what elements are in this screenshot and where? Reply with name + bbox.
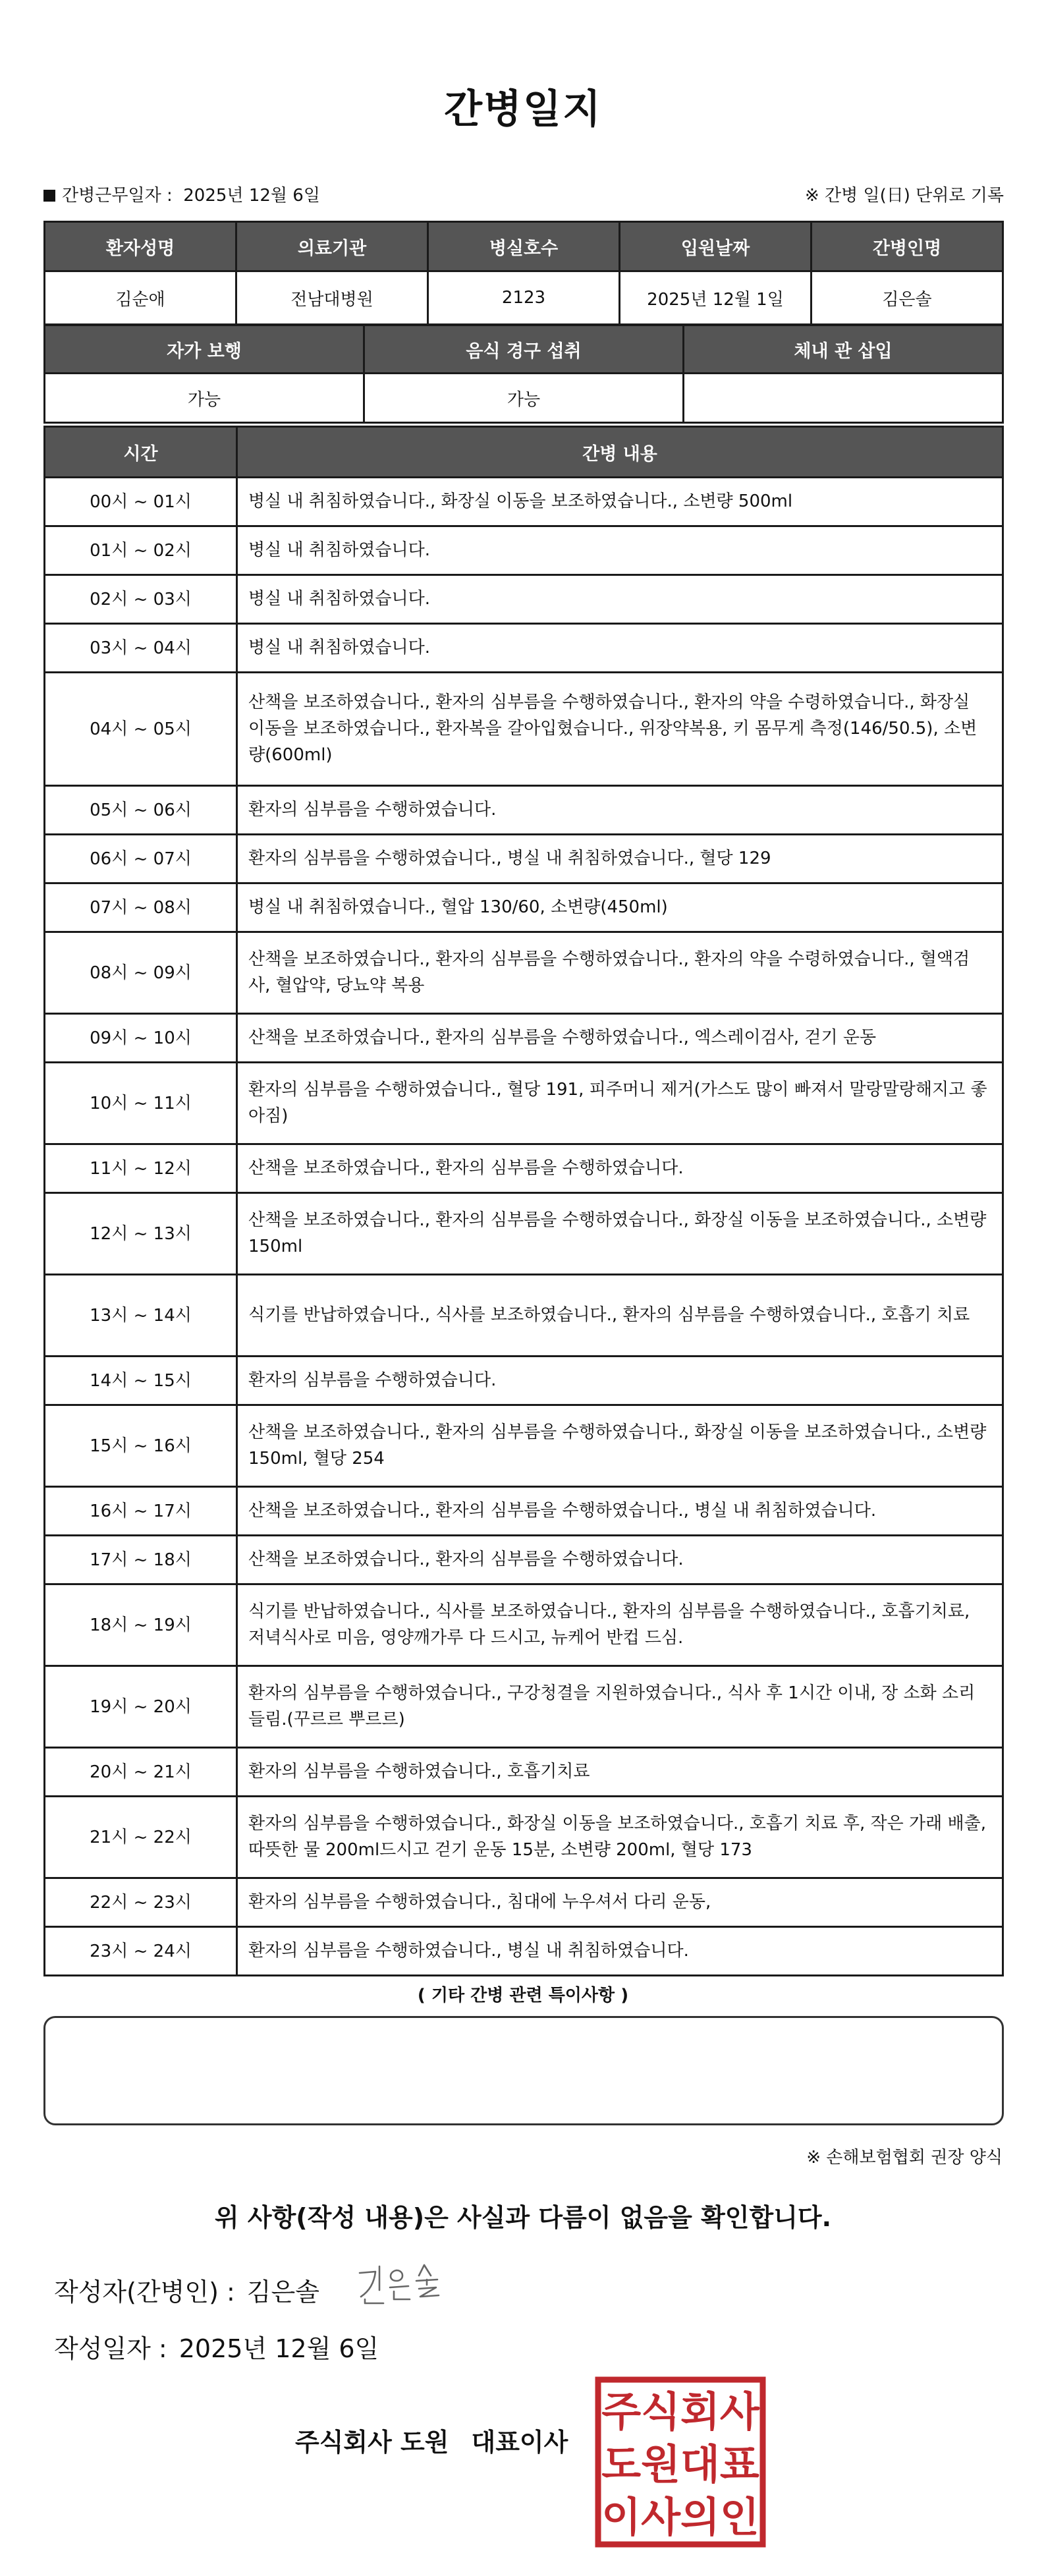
header-time: 시간: [45, 427, 237, 478]
time-cell: 15시 ~ 16시: [45, 1405, 237, 1487]
care-log-header-row: [45, 427, 1003, 478]
content-cell: 산책을 보조하였습니다., 환자의 심부름을 수행하였습니다., 엑스레이검사, 걷기 운동: [237, 1014, 1003, 1063]
oral-intake-value: 가능: [364, 374, 684, 423]
table-row: [45, 1666, 1003, 1748]
writer-name: 김은솔: [246, 2278, 319, 2307]
table-row: [45, 1144, 1003, 1193]
company-line: [295, 2422, 568, 2458]
header-patient-name: 환자성명: [45, 222, 236, 271]
table-row: [45, 1487, 1003, 1536]
square-bullet-icon: [43, 190, 55, 202]
tube-insertion-value: [684, 374, 1003, 423]
header-admission-date: 입원날짜: [620, 222, 812, 271]
table-row: [45, 835, 1003, 883]
content-cell: 환자의 심부름을 수행하였습니다., 혈당 191, 피주머니 제거(가스도 많이 빠져서 말랑말랑해지고 좋아짐): [237, 1063, 1003, 1144]
time-cell: 00시 ~ 01시: [45, 478, 237, 526]
content-cell: 환자의 심부름을 수행하였습니다., 화장실 이동을 보조하였습니다., 호흡기 치료 후, 작은 가래 배출, 따뜻한 물 200ml드시고 걷기 운동 15분, 소변량 200ml, 혈당 173: [237, 1797, 1003, 1878]
table-row: [45, 1357, 1003, 1405]
content-cell: 산책을 보조하였습니다., 환자의 심부름을 수행하였습니다., 환자의 약을 수령하였습니다., 화장실 이동을 보조하였습니다., 환자복을 갈아입혔습니다., 위장약복용, 키 몸무게 측정(146/50.5), 소변량(600ml): [237, 673, 1003, 786]
caregiver-name: 김은솔: [812, 271, 1003, 325]
table-row: [45, 478, 1003, 526]
writer-line: [54, 2272, 319, 2308]
content-cell: 환자의 심부름을 수행하였습니다., 구강청결을 지원하였습니다., 식사 후 1시간 이내, 장 소화 소리 들림.(꾸르르 뿌르르): [237, 1666, 1003, 1748]
content-cell: 병실 내 취침하였습니다.: [237, 624, 1003, 673]
content-cell: 산책을 보조하였습니다., 환자의 심부름을 수행하였습니다., 화장실 이동을 보조하였습니다., 소변량 150ml, 혈당 254: [237, 1405, 1003, 1487]
company-name: 주식회사 도원: [295, 2428, 449, 2457]
patient-info-table: [43, 221, 1004, 325]
time-cell: 04시 ~ 05시: [45, 673, 237, 786]
room-number: 2123: [428, 271, 620, 325]
time-cell: 14시 ~ 15시: [45, 1357, 237, 1405]
content-cell: 산책을 보조하였습니다., 환자의 심부름을 수행하였습니다.: [237, 1536, 1003, 1584]
header-oral-intake: 음식 경구 섭취: [364, 325, 684, 374]
time-cell: 02시 ~ 03시: [45, 575, 237, 624]
ability-table: [43, 324, 1004, 424]
table-row: [45, 1275, 1003, 1357]
time-cell: 11시 ~ 12시: [45, 1144, 237, 1193]
admission-date: 2025년 12월 1일: [620, 271, 812, 325]
time-cell: 13시 ~ 14시: [45, 1275, 237, 1357]
table-row: [45, 1405, 1003, 1487]
written-date-line: [54, 2328, 379, 2365]
form-source-note: ※ 손해보험협회 권장 양식: [806, 2148, 1003, 2168]
table-row: [45, 1878, 1003, 1927]
notes-box: [43, 2016, 1004, 2125]
table-row: [45, 883, 1003, 932]
written-date-label: 작성일자 :: [54, 2334, 167, 2363]
table-row: [45, 1014, 1003, 1063]
header-caregiver-name: 간병인명: [812, 222, 1003, 271]
time-cell: 23시 ~ 24시: [45, 1927, 237, 1976]
svg-text:도원대표: 도원대표: [601, 2440, 759, 2488]
table-row: [45, 786, 1003, 835]
content-cell: 환자의 심부름을 수행하였습니다., 병실 내 취침하였습니다.: [237, 1927, 1003, 1976]
representative-title: 대표이사: [471, 2428, 568, 2457]
content-cell: 환자의 심부름을 수행하였습니다., 병실 내 취침하였습니다., 혈당 129: [237, 835, 1003, 883]
content-cell: 산책을 보조하였습니다., 환자의 심부름을 수행하였습니다., 화장실 이동을 보조하였습니다., 소변량 150ml: [237, 1193, 1003, 1275]
header-room: 병실호수: [428, 222, 620, 271]
time-cell: 12시 ~ 13시: [45, 1193, 237, 1275]
time-cell: 19시 ~ 20시: [45, 1666, 237, 1748]
content-cell: 산책을 보조하였습니다., 환자의 심부름을 수행하였습니다., 병실 내 취침하였습니다.: [237, 1487, 1003, 1536]
work-date-label: 간병근무일자 :: [62, 186, 173, 206]
content-cell: 병실 내 취침하였습니다., 화장실 이동을 보조하였습니다., 소변량 500ml: [237, 478, 1003, 526]
patient-info-header-row: [45, 222, 1003, 271]
content-cell: 식기를 반납하였습니다., 식사를 보조하였습니다., 환자의 심부름을 수행하였습니다., 호흡기치료, 저녁식사로 미음, 영양깨가루 다 드시고, 뉴케어 반컵 드심.: [237, 1584, 1003, 1666]
content-cell: 환자의 심부름을 수행하였습니다., 침대에 누우셔서 다리 운동,: [237, 1878, 1003, 1927]
content-cell: 환자의 심부름을 수행하였습니다.: [237, 786, 1003, 835]
document-title: 간병일지: [444, 86, 602, 132]
table-row: [45, 1536, 1003, 1584]
header-tube-insertion: 체내 관 삽입: [684, 325, 1003, 374]
time-cell: 10시 ~ 11시: [45, 1063, 237, 1144]
self-walking-value: 가능: [45, 374, 364, 423]
header-self-walking: 자가 보행: [45, 325, 364, 374]
ability-header-row: [45, 325, 1003, 374]
company-seal-stamp: [594, 2376, 767, 2548]
time-cell: 22시 ~ 23시: [45, 1878, 237, 1927]
table-row: [45, 932, 1003, 1014]
ability-value-row: [45, 374, 1003, 423]
patient-name: 김순애: [45, 271, 236, 325]
table-row: [45, 1193, 1003, 1275]
time-cell: 06시 ~ 07시: [45, 835, 237, 883]
table-row: [45, 624, 1003, 673]
work-date: [43, 182, 320, 206]
time-cell: 16시 ~ 17시: [45, 1487, 237, 1536]
table-row: [45, 1748, 1003, 1797]
time-cell: 17시 ~ 18시: [45, 1536, 237, 1584]
table-row: [45, 526, 1003, 575]
content-cell: 산책을 보조하였습니다., 환자의 심부름을 수행하였습니다.: [237, 1144, 1003, 1193]
time-cell: 01시 ~ 02시: [45, 526, 237, 575]
unit-note: ※ 간병 일(日) 단위로 기록: [804, 186, 1004, 206]
content-cell: 병실 내 취침하였습니다.: [237, 575, 1003, 624]
header-hospital: 의료기관: [236, 222, 428, 271]
time-cell: 18시 ~ 19시: [45, 1584, 237, 1666]
handwritten-signature: [356, 2261, 448, 2306]
table-row: [45, 1584, 1003, 1666]
time-cell: 08시 ~ 09시: [45, 932, 237, 1014]
time-cell: 21시 ~ 22시: [45, 1797, 237, 1878]
patient-info-value-row: [45, 271, 1003, 325]
work-date-value: 2025년 12월 6일: [183, 186, 320, 206]
svg-text:이사의인: 이사의인: [601, 2493, 759, 2541]
notes-title: ( 기타 간병 관련 특이사항 ): [417, 1986, 629, 2005]
time-cell: 09시 ~ 10시: [45, 1014, 237, 1063]
table-row: [45, 1927, 1003, 1976]
time-cell: 03시 ~ 04시: [45, 624, 237, 673]
content-cell: 병실 내 취침하였습니다.: [237, 526, 1003, 575]
content-cell: 환자의 심부름을 수행하였습니다., 호흡기치료: [237, 1748, 1003, 1797]
hospital: 전남대병원: [236, 271, 428, 325]
written-date-value: 2025년 12월 6일: [179, 2334, 379, 2363]
care-log-table: [43, 426, 1004, 1976]
table-row: [45, 575, 1003, 624]
table-row: [45, 673, 1003, 786]
content-cell: 식기를 반납하였습니다., 식사를 보조하였습니다., 환자의 심부름을 수행하였습니다., 호흡기 치료: [237, 1275, 1003, 1357]
meta-row: [43, 182, 1004, 208]
svg-text:주식회사: 주식회사: [601, 2388, 759, 2436]
writer-label: 작성자(간병인) :: [54, 2278, 235, 2307]
confirmation-statement: 위 사항(작성 내용)은 사실과 다름이 없음을 확인합니다.: [214, 2203, 832, 2232]
content-cell: 병실 내 취침하였습니다., 혈압 130/60, 소변량(450ml): [237, 883, 1003, 932]
table-row: [45, 1797, 1003, 1878]
time-cell: 05시 ~ 06시: [45, 786, 237, 835]
content-cell: 환자의 심부름을 수행하였습니다.: [237, 1357, 1003, 1405]
table-row: [45, 1063, 1003, 1144]
time-cell: 20시 ~ 21시: [45, 1748, 237, 1797]
time-cell: 07시 ~ 08시: [45, 883, 237, 932]
header-care-content: 간병 내용: [237, 427, 1003, 478]
content-cell: 산책을 보조하였습니다., 환자의 심부름을 수행하였습니다., 환자의 약을 수령하였습니다., 혈액검사, 혈압약, 당뇨약 복용: [237, 932, 1003, 1014]
